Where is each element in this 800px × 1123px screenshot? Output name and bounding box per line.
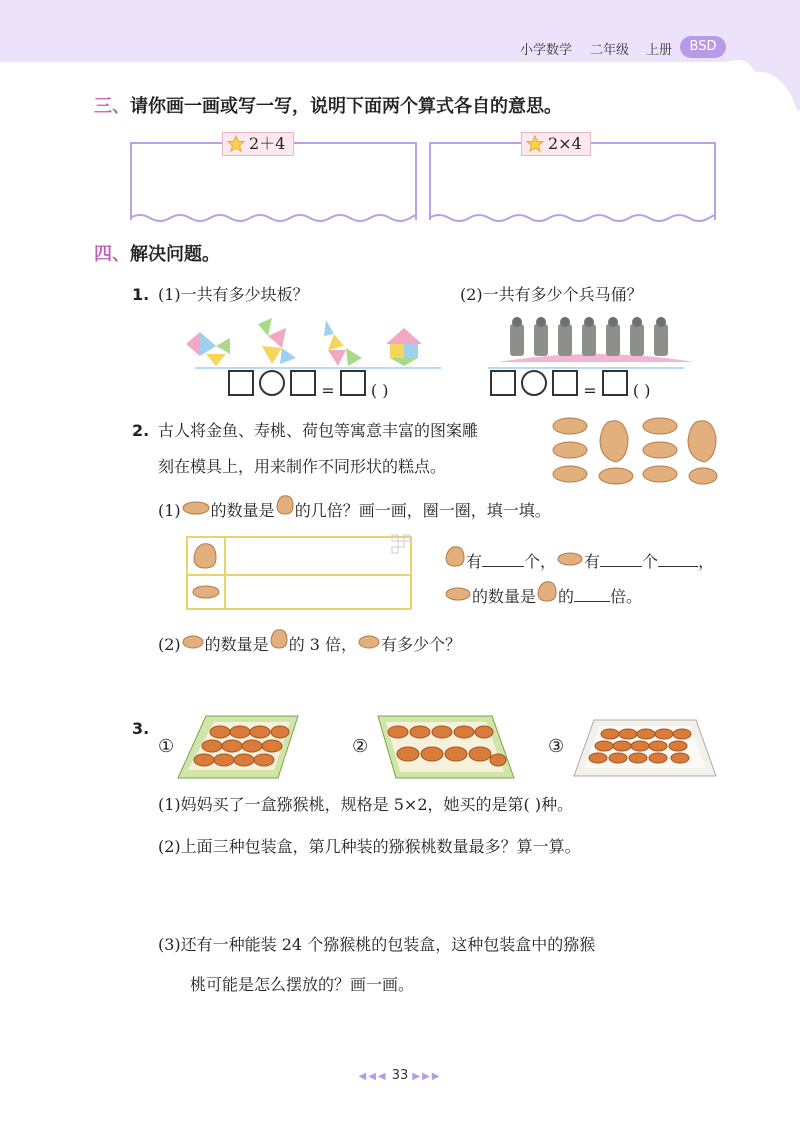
expr-1: 2＋4 — [249, 134, 286, 153]
q3-sub1: (1)妈妈买了一盒猕猴桃，规格是 5×2，她买的是第( )种。 — [158, 795, 574, 814]
q2-line2: 刻在模具上，用来制作不同形状的糕点。 — [158, 457, 447, 476]
equals-sign: = — [583, 381, 597, 400]
fill-blank[interactable] — [658, 549, 698, 567]
expr-tag-2 — [521, 132, 591, 156]
fill-of: 的 — [558, 587, 575, 606]
draw-grid-area[interactable] — [186, 536, 412, 610]
fill-blank[interactable] — [600, 549, 642, 567]
q2-number: 2. — [132, 421, 150, 440]
peach-cake-icon — [192, 542, 218, 570]
fish-cake-icon — [556, 549, 584, 567]
page-footer — [0, 1068, 800, 1083]
page-number: 33 — [391, 1068, 409, 1083]
q3-sub2: (2)上面三种包装盒，第几种装的猕猴桃数量最多？算一算。 — [158, 837, 581, 856]
expr-tag-1 — [222, 132, 294, 156]
section-3-title: 请你画一画或写一写，说明下面两个算式各自的意思。 — [130, 96, 562, 117]
q1-right-line — [488, 367, 684, 369]
q2-fill-line2 — [444, 580, 642, 610]
section-4-heading — [94, 240, 220, 266]
section-3-number: 三、 — [94, 96, 130, 117]
peach-cake-icon — [536, 580, 558, 602]
header-subject: 小学数学 — [520, 43, 573, 58]
fill-blank[interactable] — [574, 584, 610, 602]
operator-circle[interactable] — [521, 370, 547, 396]
answer-box[interactable] — [290, 370, 316, 396]
terracotta-warriors-image — [496, 316, 696, 364]
box-label-3: ③ — [548, 736, 565, 757]
fill-have-1: 有 — [466, 552, 483, 571]
section-3-heading — [94, 92, 562, 118]
q1-part1: (1)一共有多少块板？ — [158, 285, 309, 304]
q3-number: 3. — [132, 719, 150, 738]
q2-sub1-post: 的几倍？画一画，圈一圈，填一填。 — [294, 501, 551, 520]
q2-line1: 古人将金鱼、寿桃、荷包等寓意丰富的图案雕 — [158, 421, 479, 440]
answer-box[interactable] — [490, 370, 516, 396]
q1-right-answer — [490, 370, 650, 400]
kiwi-box-2-image — [376, 714, 516, 780]
q2-fill-line1 — [444, 545, 714, 575]
answer-box[interactable] — [340, 370, 366, 396]
fill-blank[interactable] — [482, 549, 524, 567]
cakes-group-image — [548, 414, 718, 486]
equals-sign: = — [321, 381, 335, 400]
fish-cake-icon — [444, 584, 472, 602]
expr-2: 2×4 — [548, 134, 582, 153]
wavy-edge-1 — [130, 212, 417, 224]
q2-sub1 — [158, 494, 551, 524]
answer-box[interactable] — [228, 370, 254, 396]
kiwi-box-1-image — [176, 714, 300, 780]
q2-sub2 — [158, 628, 461, 658]
fish-cake-icon — [191, 582, 221, 602]
q2-sub2-mid: 的数量是 — [204, 635, 269, 654]
fill-have-2: 有 — [584, 552, 601, 571]
box-label-2: ② — [352, 736, 369, 757]
fill-qty: 的数量是 — [472, 587, 537, 606]
q2-sub2-pre: (2) — [158, 635, 181, 654]
peach-cake-icon — [269, 628, 289, 650]
q2-sub1-pre: (1) — [158, 501, 181, 520]
right-arrows-icon: ▶▶▶ — [412, 1071, 442, 1082]
q2-sub1-mid: 的数量是 — [210, 501, 275, 520]
tangram-figures-image — [180, 318, 430, 370]
header-term: 上册 — [646, 43, 673, 58]
q1-part2: (2)一共有多少个兵马俑？ — [460, 285, 643, 304]
grid-corner-pattern — [390, 533, 414, 557]
fish-cake-icon — [181, 498, 211, 516]
fill-times: 倍。 — [610, 587, 643, 606]
left-arrows-icon: ◀◀◀ — [358, 1071, 388, 1082]
box-label-1: ① — [158, 736, 175, 757]
edition-badge: BSD — [680, 36, 726, 58]
fill-unit-2: 个 — [642, 552, 659, 571]
star-icon — [227, 135, 245, 153]
round-cake-icon — [181, 632, 205, 650]
grid-divider-h — [188, 574, 410, 576]
star-icon — [526, 135, 544, 153]
fill-unit-1: 个， — [524, 552, 557, 571]
kiwi-box-3-image — [572, 718, 718, 778]
q3-sub3-line2: 桃可能是怎么摆放的？画一画。 — [190, 975, 415, 994]
section-4-number: 四、 — [94, 244, 130, 265]
grid-divider-v — [224, 538, 226, 608]
unit-paren[interactable]: ( ) — [632, 381, 651, 400]
q1-left-line — [195, 367, 441, 369]
peach-cake-icon — [275, 494, 295, 516]
section-4-title: 解决问题。 — [130, 244, 220, 265]
answer-box[interactable] — [552, 370, 578, 396]
operator-circle[interactable] — [259, 370, 285, 396]
q2-sub2-post2: 有多少个？ — [381, 635, 462, 654]
q1-number: 1. — [132, 285, 150, 304]
answer-box[interactable] — [602, 370, 628, 396]
round-cake-icon — [357, 632, 381, 650]
q3-sub3-line1: (3)还有一种能装 24 个猕猴桃的包装盒，这种包装盒中的猕猴 — [158, 935, 596, 954]
q2-sub2-post1: 的 3 倍， — [288, 635, 358, 654]
unit-paren[interactable]: ( ) — [370, 381, 389, 400]
header-grade: 二年级 — [590, 43, 630, 58]
wavy-edge-2 — [429, 212, 716, 224]
q1-left-answer — [228, 370, 388, 400]
fill-comma: ， — [698, 552, 715, 571]
peach-cake-icon — [444, 545, 466, 567]
